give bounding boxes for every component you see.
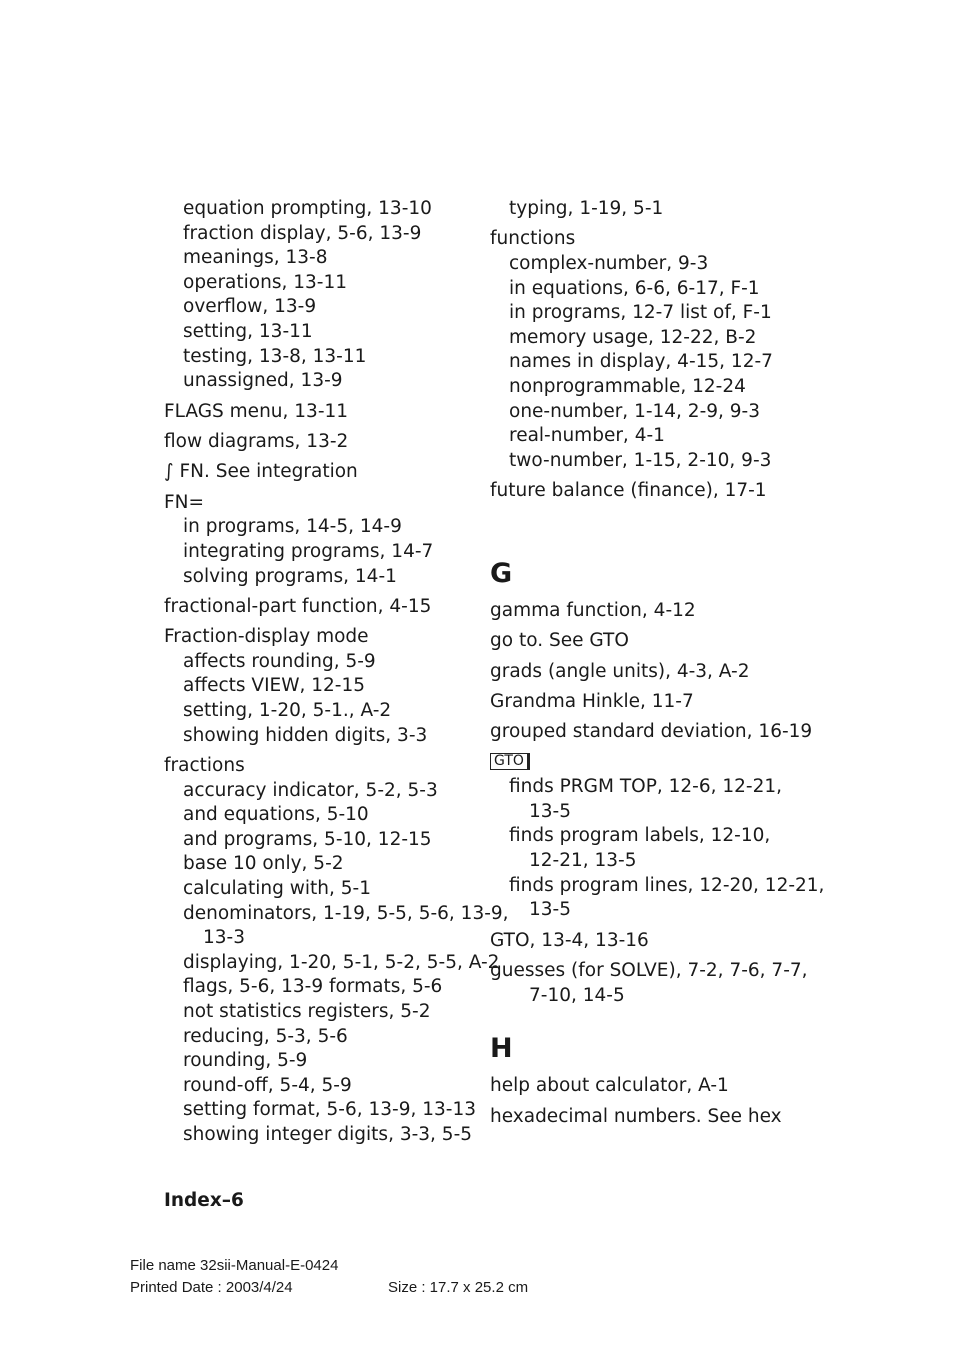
index-subentry: overflow, 13-9 [183,296,317,318]
index-entry: Fraction-display mode [164,626,369,648]
index-entry: fractions [164,755,245,777]
index-subentry: in programs, 12-7 list of, F-1 [509,302,772,324]
index-subentry: setting format, 5-6, 13-9, 13-13 [183,1099,476,1121]
index-entry: functions [490,228,576,250]
index-subentry: fraction display, 5-6, 13-9 [183,222,422,244]
index-entry: ∫ FN. See integration [164,461,358,483]
index-subentry: showing hidden digits, 3-3 [183,724,428,746]
index-subentry: solving programs, 14-1 [183,565,397,587]
index-entry-continuation: 13-5 [529,899,571,921]
index-column-right [490,197,825,1129]
index-subentry: and equations, 5-10 [183,804,369,826]
index-subentry: nonprogrammable, 12-24 [509,375,746,397]
index-subentry: finds PRGM TOP, 12-6, 12-21, [509,776,782,798]
index-subentry: finds program labels, 12-10, [509,825,771,847]
index-entry: go to. See GTO [490,630,629,652]
index-entry-key [487,751,810,776]
index-subentry: reducing, 5-3, 5-6 [183,1025,348,1047]
index-subentry: denominators, 1-19, 5-5, 5-6, 13-9, [183,902,509,924]
index-entry: grouped standard deviation, 16-19 [490,721,813,743]
index-entry: future balance (finance), 17-1 [490,480,767,502]
index-subentry: meanings, 13-8 [183,247,328,269]
index-entry: guesses (for SOLVE), 7-2, 7-6, 7-7, [490,960,808,982]
index-subentry: finds program lines, 12-20, 12-21, [509,874,825,896]
index-subentry: operations, 13-11 [183,271,347,293]
index-entry: Grandma Hinkle, 11-7 [490,690,694,712]
index-subentry: rounding, 5-9 [183,1050,308,1072]
index-subentry: typing, 1-19, 5-1 [509,198,664,219]
index-subentry: affects VIEW, 12-15 [183,675,366,697]
index-entry-continuation: 13-3 [203,927,245,949]
index-subentry: equation prompting, 13-10 [183,198,432,219]
index-subentry: testing, 13-8, 13-11 [183,345,367,367]
index-entry: help about calculator, A-1 [490,1075,729,1097]
index-subentry: accuracy indicator, 5-2, 5-3 [183,779,438,801]
index-entry-continuation: 13-5 [529,800,571,822]
index-entry: FN= [164,491,204,513]
index-subentry: memory usage, 12-22, B-2 [509,326,757,348]
index-entry-continuation: 7-10, 14-5 [529,984,625,1006]
index-subentry: showing integer digits, 3-3, 5-5 [183,1123,473,1145]
index-subentry: setting, 13-11 [183,320,313,342]
section-letter-heading: H [490,1033,513,1065]
index-subentry: round-off, 5-4, 5-9 [183,1074,352,1096]
index-entry: flow diagrams, 13-2 [164,430,349,452]
index-subentry: real-number, 4-1 [509,425,665,447]
index-subentry: names in display, 4-15, 12-7 [509,351,773,373]
index-entry: fractional-part function, 4-15 [164,595,432,617]
section-letter-heading: G [490,557,513,589]
index-subentry: in equations, 6-6, 6-17, F-1 [509,277,760,299]
index-entry-continuation: 12-21, 13-5 [529,850,637,872]
index-entry: hexadecimal numbers. See hex [490,1105,782,1127]
footer-printed-date: Printed Date : 2003/4/24 [130,1279,293,1296]
footer-size: Size : 17.7 x 25.2 cm [388,1279,529,1296]
page-number: Index–6 [164,1190,244,1211]
index-entry: FLAGS menu, 13-11 [164,400,349,422]
index-subentry: flags, 5-6, 13-9 formats, 5-6 [183,976,443,998]
index-subentry: displaying, 1-20, 5-1, 5-2, 5-5, A-2 [183,951,500,973]
index-subentry: and programs, 5-10, 12-15 [183,828,432,850]
index-subentry: unassigned, 13-9 [183,370,343,392]
gto-key-icon: GTO [490,753,530,770]
index-subentry: calculating with, 5-1 [183,878,371,900]
index-subentry: setting, 1-20, 5-1., A-2 [183,700,392,722]
index-entry: grads (angle units), 4-3, A-2 [490,660,750,682]
footer-file-name: File name 32sii-Manual-E-0424 [130,1257,339,1274]
index-subentry: one-number, 1-14, 2-9, 9-3 [509,400,761,422]
index-subentry: in programs, 14-5, 14-9 [183,516,402,538]
index-entry: gamma function, 4-12 [490,599,696,621]
index-subentry: integrating programs, 14-7 [183,540,434,562]
index-subentry: not statistics registers, 5-2 [183,1000,431,1022]
index-subentry: complex-number, 9-3 [509,252,709,274]
index-subentry: base 10 only, 5-2 [183,853,344,875]
index-entry: GTO, 13-4, 13-16 [490,929,649,951]
index-subentry: two-number, 1-15, 2-10, 9-3 [509,449,772,471]
index-subentry: affects rounding, 5-9 [183,650,376,672]
